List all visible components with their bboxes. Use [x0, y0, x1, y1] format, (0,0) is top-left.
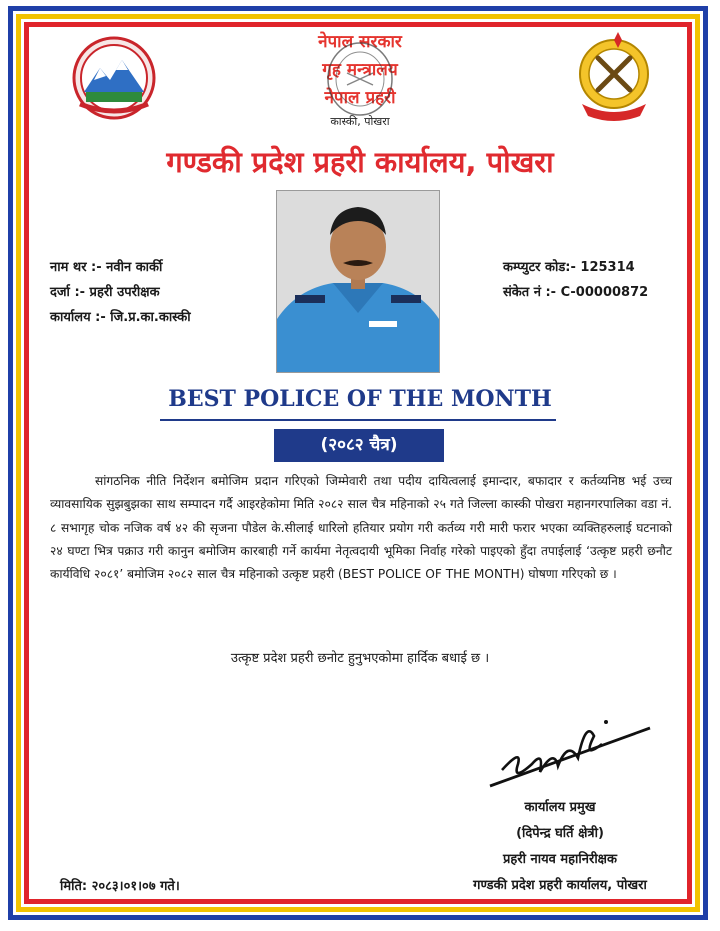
- computer-code: कम्प्युटर कोड:- 125314: [503, 260, 635, 275]
- signatory-title: कार्यालय प्रमुख: [524, 800, 596, 815]
- citation-paragraph: सांगठनिक नीति निर्देशन बमोजिम प्रदान गरिएको जिम्मेवारी तथा पदीय दायित्वलाई इमान्दार, बफादार र कर्तव्यनिष्ठ भई उच्च व्यावसायिक सुझबुझका साथ सम्पादन गर्दै आइरहेकोमा मिति २०८२ साल चैत्र महिनाको २५ गते जिल्ला कास्की पोखरा महानगरपालिका वडा नं. ८ सभागृह चोक नजिक वर्ष ४२ की सृजना पौडेल के.सीलाई धारिलो हतियार प्रयोग गरी कर्तव्य गरी मारी फरार भएका व्यक्तिहरुलाई घटनाको २४ घण्टा भित्र पक्राउ गरी कानुन बमोजिम कारबाही गर्ने कार्यमा नेतृत्वदायी भूमिका निर्वाह गरेको पाइएको हुँदा तपाईलाई ‘उत्कृष्ट प्रहरी छनौट कार्यविधि २०८१’ बमोजिम २०८२ साल चैत्र महिनाको उत्कृष्ट प्रहरी (BEST POLICE OF THE MONTH) घोषणा गरिएको छ ।: [50, 474, 672, 582]
- office-stamp-seal: [295, 27, 425, 139]
- issue-date: मिति: २०८३।०१।०७ गते।: [60, 879, 180, 894]
- stamp-line-2: गृह मन्त्रालय: [322, 60, 398, 80]
- officer-name: नाम थर :- नवीन कार्की: [50, 260, 163, 275]
- nepal-emblem-icon: [70, 34, 158, 122]
- stamp-line-4: कास्की, पोखरा: [330, 115, 390, 128]
- signatory-office: गण्डकी प्रदेश प्रहरी कार्यालय, पोखरा: [473, 878, 647, 893]
- office-heading: गण्डकी प्रदेश प्रहरी कार्यालय, पोखरा: [166, 145, 554, 179]
- signature-image: [482, 700, 654, 796]
- nepal-police-logo-icon: [570, 30, 658, 126]
- signatory-name: (दिपेन्द्र घर्ति क्षेत्री): [516, 826, 604, 841]
- officer-office: कार्यालय :- जि.प्र.का.कास्की: [50, 310, 191, 325]
- officer-details: [50, 255, 191, 330]
- officer-codes: [503, 255, 648, 305]
- stamp-line-1: नेपाल सरकार: [318, 32, 402, 52]
- congratulation-text: उत्कृष्ट प्रदेश प्रहरी छनोट हुनुभएकोमा हार्दिक बधाई छ ।: [230, 651, 490, 666]
- officer-rank: दर्जा :- प्रहरी उपरीक्षक: [50, 285, 160, 300]
- award-title: BEST POLICE OF THE MONTH: [168, 386, 552, 412]
- award-title-underline: [160, 419, 556, 421]
- award-period-badge: (२०८२ चैत्र): [274, 429, 444, 462]
- signatory-rank: प्रहरी नायव महानिरीक्षक: [502, 852, 617, 867]
- symbol-number: संकेत नं :- C-00000872: [503, 285, 649, 300]
- stamp-line-3: नेपाल प्रहरी: [324, 88, 396, 108]
- signatory-block: [440, 795, 680, 899]
- officer-photo: [276, 190, 440, 373]
